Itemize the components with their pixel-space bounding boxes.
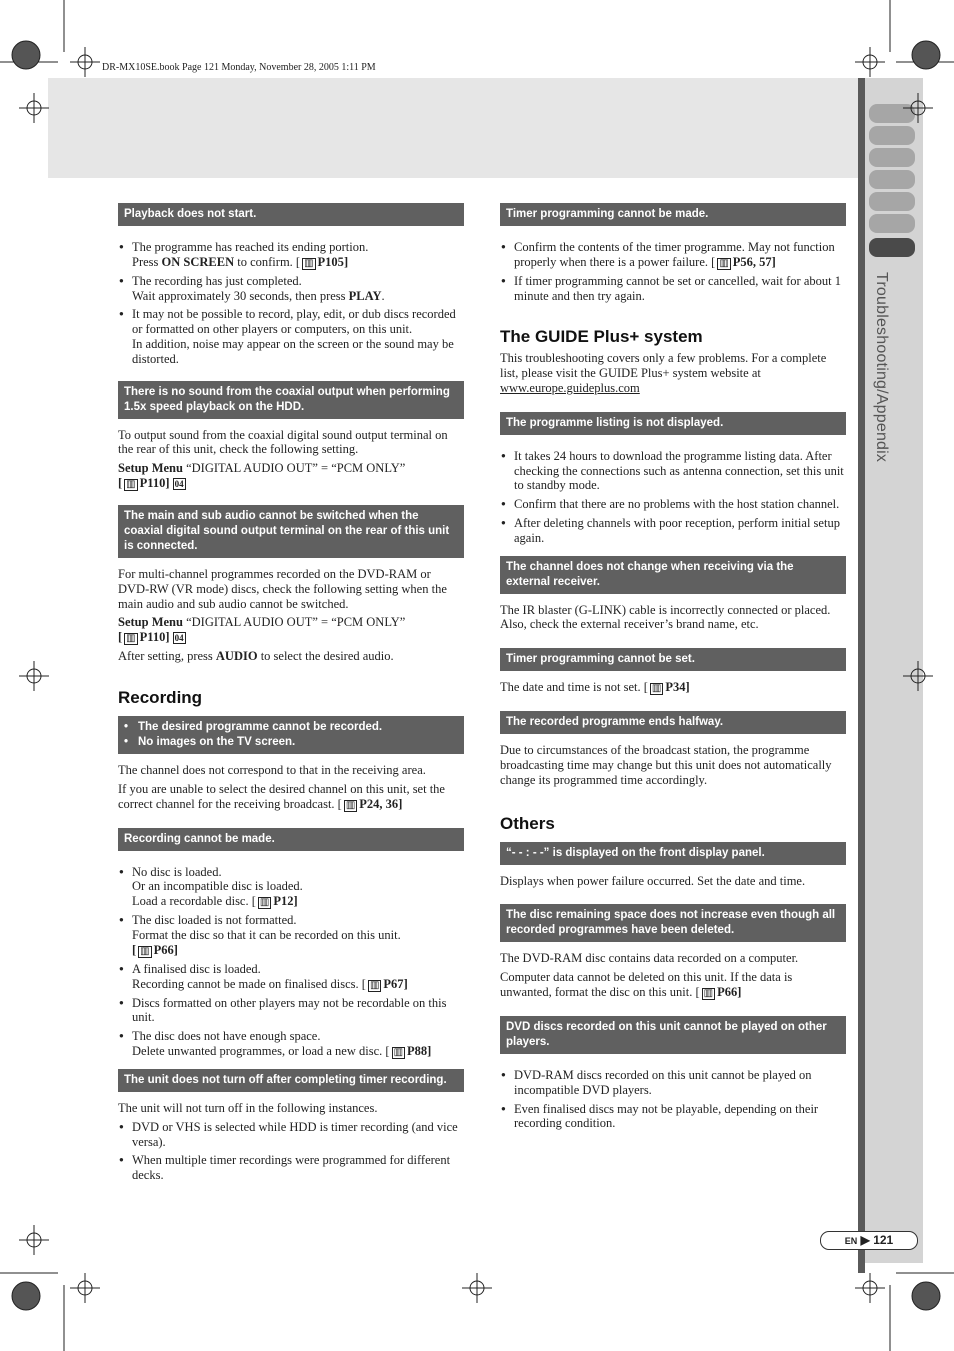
list-item: ● Discs formatted on other players may not be recordable on this unit. (118, 996, 464, 1026)
list-item: ● Confirm that there are no problems with the host station channel. (500, 497, 846, 512)
book-icon: ▥ (304, 257, 314, 269)
section-bar: Recording cannot be made. (118, 828, 464, 851)
right-column (500, 203, 846, 1141)
paragraph: To output sound from the coaxial digital sound output terminal on the rear of this unit, check the following setting. (118, 427, 448, 457)
bullet-list (118, 1120, 464, 1183)
list-item: ● The disc does not have enough space. Delete unwanted programmes, or load a new disc. [ ▥ P88] (118, 1029, 464, 1059)
bullet-list (500, 449, 846, 546)
section-bar: The recorded programme ends halfway. (500, 711, 846, 734)
paragraph: The date and time is not set. [ ▥ P34] (500, 680, 690, 695)
section-bar: DVD discs recorded on this unit cannot be played on other players. (500, 1016, 846, 1054)
section-bar: The programme listing is not displayed. (500, 412, 846, 435)
list-item: ● The recording has just completed. Wait approximately 30 seconds, then press PLAY. (118, 274, 464, 304)
book-icon: ▥ (126, 633, 136, 645)
section-bar: The main and sub audio cannot be switched when the coaxial digital sound output terminal on the rear of this unit is connected. (118, 505, 464, 558)
section-bar: “- - : - -” is displayed on the front display panel. (500, 842, 846, 865)
section-bar: The disc remaining space does not increase even though all recorded programmes have been deleted. (500, 904, 846, 942)
book-line: DR-MX10SE.book Page 121 Monday, November 28, 2005 1:11 PM (102, 62, 376, 73)
bullet-list (500, 1068, 846, 1131)
paragraph: Due to circumstances of the broadcast station, the programme broadcasting time may change but this unit does not automatically change its programmed time accordingly. (500, 743, 832, 787)
paragraph: This troubleshooting covers only a few problems. For a complete list, please visit the GUIDE Plus+ system website at www.europe.guideplus.com (500, 351, 827, 395)
book-icon: ▥ (140, 945, 150, 957)
list-item: ● DVD or VHS is selected while HDD is timer recording (and vice versa). (118, 1120, 464, 1150)
section-bar: Playback does not start. (118, 203, 464, 226)
setup-menu-line: Setup Menu “DIGITAL AUDIO OUT” = “PCM ONLY” [ ▥ P110] 04 (118, 615, 406, 645)
section-bar: The unit does not turn off after completing timer recording. (118, 1069, 464, 1092)
section-bar: Timer programming cannot be made. (500, 203, 846, 226)
list-item: ● Confirm the contents of the timer programme. May not function properly when there is a power failure. [ ▥ P56, 57] (500, 240, 846, 270)
paragraph: The channel does not correspond to that in the receiving area. (118, 762, 426, 777)
heading-recording: Recording (118, 687, 203, 707)
bullet-list (118, 865, 464, 1059)
paragraph: The DVD-RAM disc contains data recorded on a computer. (500, 951, 799, 966)
list-item: ● The disc loaded is not formatted. Format the disc so that it can be recorded on this unit. [ ▥ P66] (118, 913, 464, 958)
book-icon: ▥ (369, 979, 380, 991)
list-item: ● After deleting channels with poor reception, perform initial setup again. (500, 516, 846, 546)
bullet-list (500, 240, 846, 303)
list-item: ● DVD-RAM discs recorded on this unit cannot be played on incompatible DVD players. (500, 1068, 846, 1098)
book-icon: ▥ (126, 478, 136, 490)
paragraph: If you are unable to select the desired channel on this unit, set the correct channel for the receiving broadcast. [ ▥ P24, 36] (118, 781, 445, 811)
paragraph: The unit will not turn off in the following instances. (118, 1100, 378, 1115)
heading-others: Others (500, 813, 555, 833)
paragraph: For multi-channel programmes recorded on the DVD-RAM or DVD-RW (VR mode) discs, check the following setting when the main audio and sub audio cannot be switched. (118, 566, 447, 611)
list-item: ● A finalised disc is loaded. Recording cannot be made on finalised discs. [ ▥ P67] (118, 962, 464, 992)
paragraph: After setting, press AUDIO to select the desired audio. (118, 649, 394, 664)
book-icon: ▥ (651, 683, 662, 695)
list-item: ● It takes 24 hours to download the programme listing data. After checking the connections such as antenna connection, set this unit to standby mode. (500, 449, 846, 493)
list-item: ● The programme has reached its ending portion. Press ON SCREEN to confirm. [ ▥ P105] (118, 240, 464, 270)
section-bar: • The desired programme cannot be recorded. • No images on the TV screen. (118, 716, 464, 754)
bullet-list (118, 240, 464, 367)
book-icon: ▥ (719, 257, 729, 269)
section-bar: There is no sound from the coaxial output when performing 1.5x speed playback on the HDD. (118, 381, 464, 419)
book-icon: ▥ (393, 1046, 404, 1058)
section-bar: Timer programming cannot be set. (500, 648, 846, 671)
page-number: EN ▶ 121 (820, 1231, 918, 1250)
setup-menu-line: Setup Menu “DIGITAL AUDIO OUT” = “PCM ONLY” [ ▥ P110] 04 (118, 461, 406, 490)
list-item: ● No disc is loaded. Or an incompatible disc is loaded. Load a recordable disc. [ ▥ P12] (118, 865, 464, 910)
list-item: ● If timer programming cannot be set or cancelled, wait for about 1 minute and then try again. (500, 274, 846, 304)
book-icon: ▥ (703, 987, 714, 999)
paragraph: The IR blaster (G-LINK) cable is incorrectly connected or placed. Also, check the external receiver’s brand name, etc. (500, 602, 831, 632)
list-item: ● It may not be possible to record, play, edit, or dub discs recorded or formatted on other players or computers, on this unit. In addition, noise may appear on the screen or the sound may be distorted. (118, 307, 464, 366)
paragraph: Computer data cannot be deleted on this unit. If the data is unwanted, format the disc on this unit. [ ▥ P66] (500, 970, 793, 999)
list-item: ● Even finalised discs may not be playable, depending on their recording condition. (500, 1102, 846, 1132)
paragraph: Displays when power failure occurred. Set the date and time. (500, 873, 806, 888)
left-column (118, 203, 464, 1193)
list-item: ● When multiple timer recordings were programmed for different decks. (118, 1153, 464, 1183)
book-icon: ▥ (259, 897, 270, 909)
arrow-right-icon: ▶ (860, 1233, 870, 1247)
section-bar: The channel does not change when receiving via the external receiver. (500, 556, 846, 594)
guide-plus-link[interactable]: www.europe.guideplus.com (500, 380, 640, 395)
side-label: Troubleshooting/Appendix (873, 272, 890, 463)
heading-guide-plus: The GUIDE Plus+ system (500, 327, 703, 347)
book-icon: ▥ (345, 799, 356, 811)
